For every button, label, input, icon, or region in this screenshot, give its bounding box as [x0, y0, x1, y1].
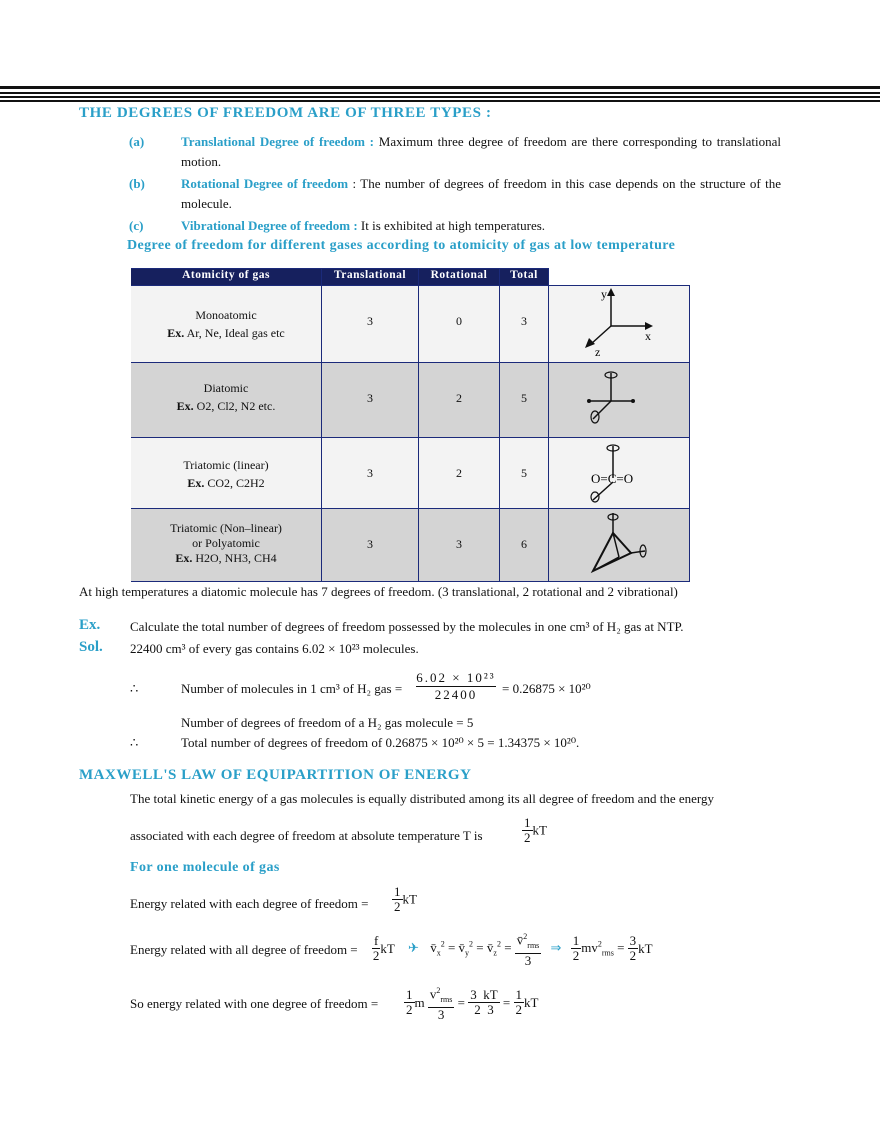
gas-cell [131, 438, 321, 492]
gas-name-secondary: or Polyatomic [192, 536, 260, 550]
table-row [131, 286, 690, 363]
solution-label: Sol. [79, 639, 103, 655]
gas-name: Monoatomic [195, 308, 257, 322]
total-dof-line: Total number of degrees of freedom of 0.26875 × 10²⁰ × 5 = 1.34375 × 10²⁰. [181, 735, 580, 750]
diatomic-rotation-diagram [549, 363, 690, 438]
linear-molecule-diagram [549, 438, 690, 509]
item-key: Vibrational Degree of freedom : [181, 218, 358, 233]
all-dof-label: Energy related with all degree of freedom = [130, 942, 358, 957]
ex-label: Ex. [175, 551, 193, 565]
example-label: Ex. [79, 617, 101, 633]
rotational-value: 0 [419, 286, 500, 363]
table-header-row [131, 269, 690, 286]
gas-name: Triatomic (linear) [183, 458, 269, 472]
maxwell-line-2: associated with each degree of freedom at absolute temperature T is [130, 828, 483, 843]
item-text: : The number of degrees of freedom in this case depends on the structure of the molecule. [181, 176, 782, 211]
molecules-equation-label: Number of molecules in 1 cm³ of H₂ gas = [181, 681, 403, 696]
therefore-symbol: ∴ [130, 681, 139, 696]
high-temperature-note: At high temperatures a diatomic molecule has 7 degrees of freedom. (3 translational, 2 rotational and 2 vibrational) [79, 584, 678, 599]
one-molecule-heading: For one molecule of gas [130, 860, 280, 875]
list-item-rotational [129, 174, 789, 214]
rotational-value: 3 [419, 509, 500, 582]
axis-label-z: z [595, 345, 601, 358]
gas-examples: O2, Cl2, N2 etc. [196, 399, 276, 413]
axis-label-x: x [645, 329, 651, 343]
col-header: Rotational [419, 269, 500, 286]
total-value: 5 [500, 438, 549, 509]
maxwell-line-1: The total kinetic energy of a gas molecules is equally distributed among its all degree of freedom and the energy [130, 791, 714, 806]
implies-double-arrow-icon: ⇒ [550, 941, 562, 957]
polyatomic-rotation-diagram [549, 509, 690, 582]
table-row [131, 509, 690, 582]
item-key: Rotational Degree of freedom [181, 176, 349, 191]
gas-examples: Ar, Ne, Ideal gas etc [186, 326, 285, 340]
example-question: Calculate the total number of degrees of freedom possessed by the molecules in one cm³ of H₂ gas at NTP. [130, 619, 684, 634]
rotational-value: 2 [419, 363, 500, 438]
rule-line [0, 96, 880, 98]
molecules-result: = 0.26875 × 10²⁰ [502, 681, 591, 696]
total-value: 3 [500, 286, 549, 363]
item-key: Translational Degree of freedom : [181, 134, 375, 149]
total-value: 6 [500, 509, 549, 582]
item-label: (b) [129, 176, 145, 191]
gas-cell [131, 363, 321, 415]
ex-label: Ex. [187, 476, 205, 490]
gas-name: Triatomic (Non–linear) [170, 521, 282, 535]
section-heading-types: THE DEGREES OF FREEDOM ARE OF THREE TYPES : [79, 105, 492, 121]
therefore-symbol: ∴ [130, 735, 139, 750]
axis-label-y: y [601, 287, 607, 301]
item-label: (c) [129, 218, 144, 233]
ex-label: Ex. [167, 326, 185, 340]
rule-line [0, 86, 880, 89]
gas-examples: CO2, C2H2 [207, 476, 265, 490]
translational-value: 3 [322, 509, 419, 582]
molecule-label: O=C=O [591, 471, 634, 486]
gas-examples: H2O, NH3, CH4 [195, 551, 277, 565]
solution-line: 22400 cm³ of every gas contains 6.02 × 10²³ molecules. [130, 641, 419, 656]
col-header-diagram [549, 269, 690, 286]
item-text: It is exhibited at high temperatures. [357, 218, 546, 233]
table-row [131, 438, 690, 509]
fraction-denominator: 22400 [434, 687, 478, 702]
translational-value: 3 [322, 363, 419, 438]
rotational-value: 2 [419, 438, 500, 509]
item-text: Maximum three degree of freedom are there corresponding to translational motion. [181, 134, 782, 169]
gas-name: Diatomic [203, 381, 249, 395]
list-item-vibrational [129, 216, 789, 236]
one-dof-equation: $\frac{1}{2}$ m $v^2_{rms}$ 3 = $\frac{3 kT}{2 3}$ = $\frac{1}{2}$ kT [406, 986, 539, 1022]
gas-cell [131, 286, 321, 342]
col-header: Atomicity of gas [131, 269, 322, 286]
molecules-fraction [416, 670, 496, 703]
col-header: Total [500, 269, 549, 286]
col-header: Translational [322, 269, 419, 286]
list-item-translational [129, 132, 789, 172]
rule-line [0, 92, 880, 94]
half-kt-expression: $\frac{1}{2}$ kT [394, 884, 417, 914]
one-dof-label: So energy related with one degree of freedom = [130, 996, 379, 1011]
translational-value: 3 [322, 438, 419, 509]
all-dof-equation: $\frac{f}{2}$ kT ✈ $v̄_x^2$ = $v̄_y^2$ = $v̄_z^2$ = v̄$^2_{rms}$ 3 ⇒ $\frac{1}{2}$ $mv^2_{rms}$ = $\frac{3}{2}$ kT [372, 932, 653, 968]
dof-table [131, 268, 690, 582]
each-dof-label: Energy related with each degree of freedom = [130, 896, 369, 911]
table-row [131, 363, 690, 438]
half-kt-expression: $\frac{1}{2}$ kT [524, 815, 547, 845]
table-title: Degree of freedom for different gases according to atomicity of gas at low temperature [127, 238, 676, 253]
axes-diagram [549, 286, 690, 363]
total-value: 5 [500, 363, 549, 438]
gas-cell [131, 509, 321, 566]
translational-value: 3 [322, 286, 419, 363]
dof-per-molecule: Number of degrees of freedom of a H₂ gas molecule = 5 [181, 715, 474, 730]
maxwell-heading: MAXWELL'S LAW OF EQUIPARTITION OF ENERGY [79, 767, 472, 783]
fraction-numerator: 6.02 × 10²³ [416, 670, 496, 685]
ex-label: Ex. [176, 399, 194, 413]
item-label: (a) [129, 134, 145, 149]
implies-arrow-icon: ✈ [408, 941, 419, 957]
rule-line [0, 100, 880, 102]
